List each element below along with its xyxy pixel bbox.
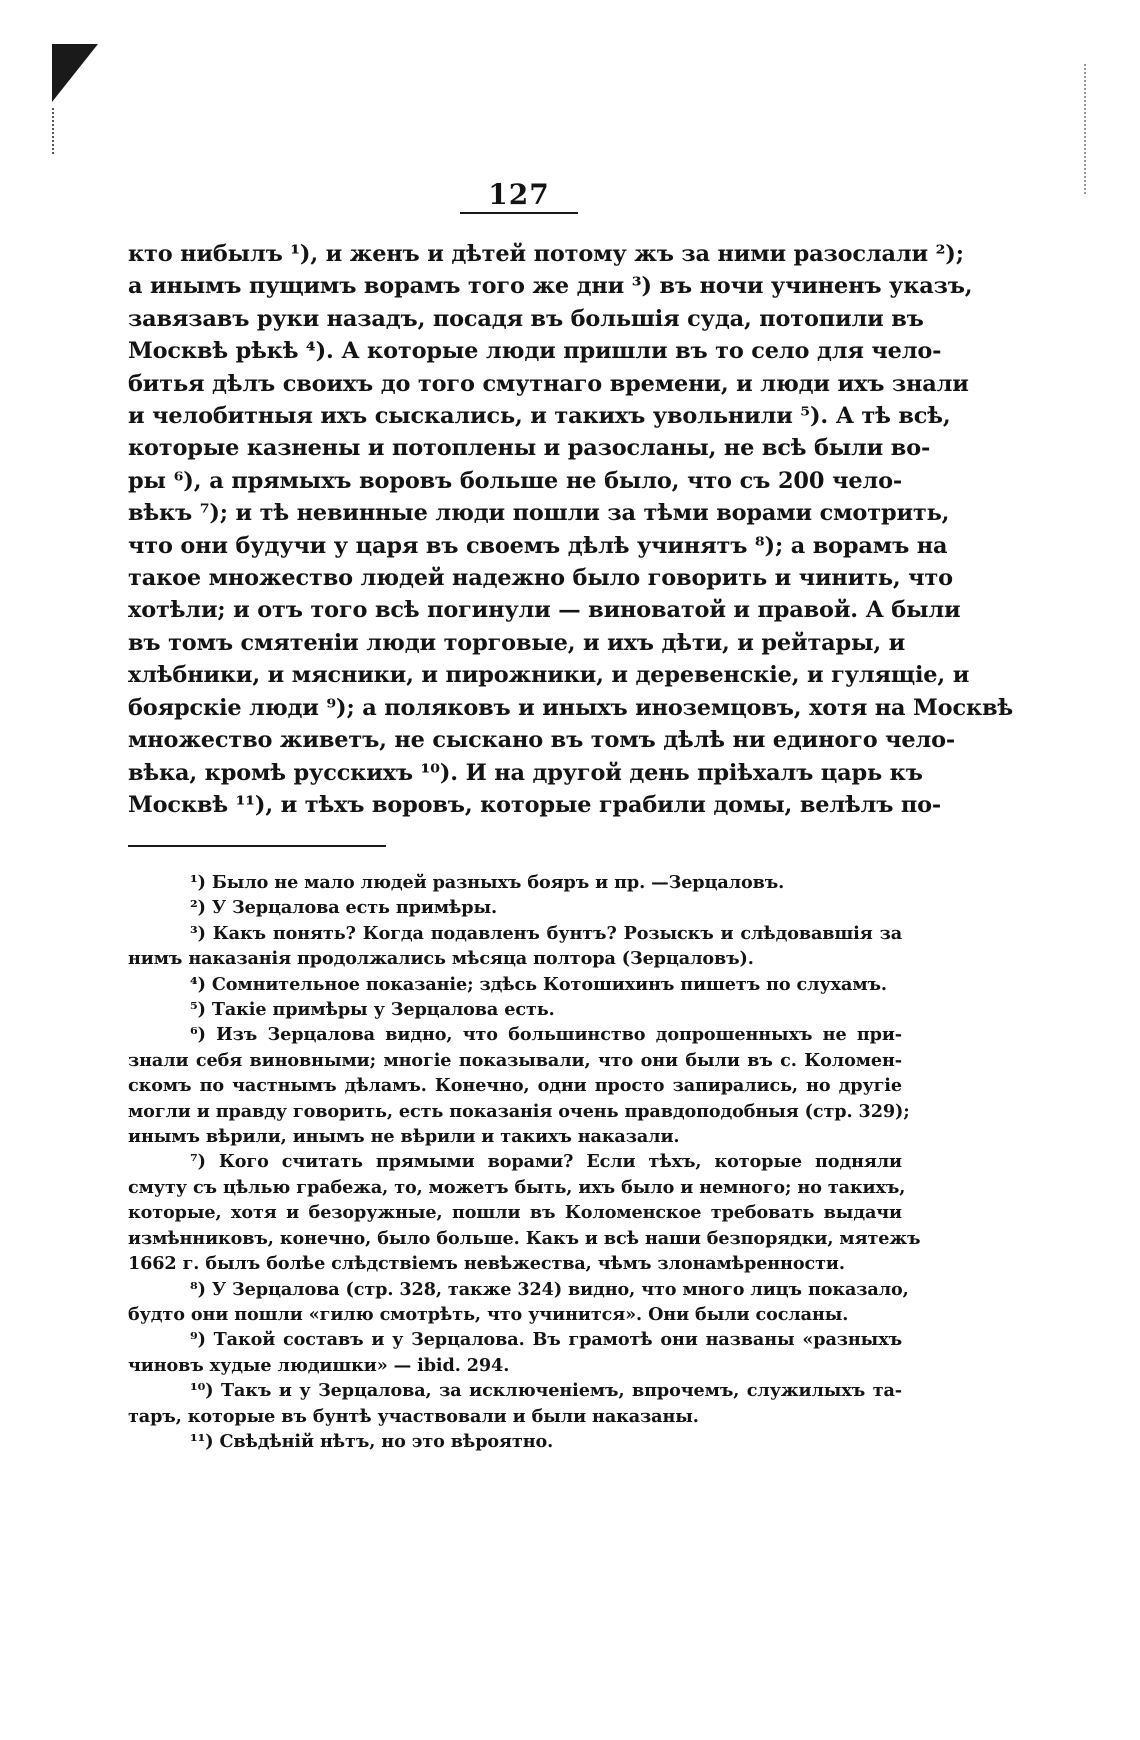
footnote-line: ⁷) Кого считать прямыми ворами? Если тѣхъ, которые подняли: [190, 1151, 902, 1173]
text-line: множество живетъ, не сыскано въ томъ дѣлѣ ни единого чело-: [128, 727, 956, 754]
text-line: Москвѣ рѣкѣ ⁴). А которые люди пришли въ то село для чело-: [128, 338, 942, 365]
footnote-line: смуту съ цѣлью грабежа, то, можетъ быть, ихъ было и немного; но такихъ,: [128, 1176, 906, 1198]
footnote-line: ⁹) Такой составъ и у Зерцалова. Въ грамотѣ они названы «разныхъ: [190, 1329, 902, 1351]
header-rule: [460, 212, 578, 214]
text-line: которые казнены и потоплены и разосланы, не всѣ были во-: [128, 435, 931, 462]
text-line: вѣка, кромѣ русскихъ ¹⁰). И на другой день пріѣхалъ царь къ: [128, 759, 923, 786]
text-line: хлѣбники, и мясники, и пирожники, и деревенскіе, и гулящіе, и: [128, 662, 970, 689]
text-line: кто нибылъ ¹), и женъ и дѣтей потому жъ за ними разослали ²);: [128, 241, 964, 267]
footnote-line: могли и правду говорить, есть показанія очень правдоподобныя (стр. 329);: [128, 1100, 910, 1122]
text-line: такое множество людей надежно было говорить и чинить, что: [128, 565, 953, 592]
page-number: 127: [488, 178, 550, 211]
footnote-line: ⁸) У Зерцалова (стр. 328, также 324) видно, что много лицъ показало,: [190, 1278, 909, 1300]
footnote-line: знали себя виновными; многіе показывали, что они были въ с. Коломен-: [128, 1049, 902, 1071]
footnote-line: ¹¹) Свѣдѣній нѣтъ, но это вѣроятно.: [190, 1430, 554, 1452]
text-line: что они будучи у царя въ своемъ дѣлѣ учинятъ ⁸); а ворамъ на: [128, 532, 948, 559]
footnote-line: инымъ вѣрили, инымъ не вѣрили и такихъ наказали.: [128, 1126, 680, 1148]
footnote-line: ²) У Зерцалова есть примѣры.: [190, 897, 498, 919]
scan-edge-marks: [52, 108, 56, 154]
footnote-line: ¹) Было не мало людей разныхъ бояръ и пр. —Зерцаловъ.: [190, 872, 785, 893]
footnote-line: нимъ наказанія продолжались мѣсяца полтора (Зерцаловъ).: [128, 948, 754, 970]
footnote-line: скомъ по частнымъ дѣламъ. Конечно, одни просто запирались, но другіе: [128, 1075, 902, 1097]
text-line: боярскіе люди ⁹); а поляковъ и иныхъ иноземцовъ, хотя на Москвѣ: [128, 694, 1013, 721]
footnotes: [128, 870, 921, 1454]
text-line: и челобитныя ихъ сыскались, и такихъ увольнили ⁵). А тѣ всѣ,: [128, 403, 951, 430]
text-line: Москвѣ ¹¹), и тѣхъ воровъ, которые грабили домы, велѣлъ по-: [128, 791, 942, 818]
text-line: вѣкъ ⁷); и тѣ невинные люди пошли за тѣми ворами смотрить,: [128, 500, 950, 527]
footnote-line: 1662 г. былъ болѣе слѣдствіемъ невѣжества, чѣмъ злонамѣренности.: [128, 1253, 845, 1275]
main-text: [128, 238, 1013, 821]
scan-corner-mark: [52, 44, 98, 102]
footnote-line: таръ, которые въ бунтѣ участвовали и были наказаны.: [128, 1405, 699, 1427]
text-line: а инымъ пущимъ ворамъ того же дни ³) въ ночи учиненъ указъ,: [128, 273, 973, 300]
text-line: завязавъ руки назадъ, посадя въ большія суда, потопили въ: [128, 305, 924, 332]
footnote-line: ⁶) Изъ Зерцалова видно, что большинство допрошенныхъ не при-: [190, 1024, 902, 1046]
text-line: ры ⁶), а прямыхъ воровъ больше не было, что съ 200 чело-: [128, 467, 902, 494]
footnote-line: будто они пошли «гилю смотрѣть, что учинится». Они были сосланы.: [128, 1303, 849, 1325]
footnote-line: измѣнниковъ, конечно, было больше. Какъ и всѣ наши безпорядки, мятежъ: [128, 1227, 921, 1249]
footnote-separator: [128, 845, 386, 847]
footnote-line: которые, хотя и безоружные, пошли въ Коломенское требовать выдачи: [128, 1202, 902, 1224]
footnote-line: ⁴) Сомнительное показаніе; здѣсь Котошихинъ пишетъ по слухамъ.: [190, 973, 887, 995]
footnote-line: ¹⁰) Такъ и у Зерцалова, за исключеніемъ, впрочемъ, служилыхъ та-: [190, 1380, 902, 1402]
footnote-line: ³) Какъ понять? Когда подавленъ бунтъ? Розыскъ и слѣдовавшія за: [190, 922, 902, 944]
text-line: въ томъ смятеніи люди торговые, и ихъ дѣти, и рейтары, и: [128, 629, 906, 656]
scan-edge-marks-right: [1084, 64, 1088, 194]
text-line: хотѣли; и отъ того всѣ погинули — виноватой и правой. А были: [128, 597, 961, 624]
text-line: битья дѣлъ своихъ до того смутнаго времени, и люди ихъ знали: [128, 370, 969, 397]
footnote-line: ⁵) Такіе примѣры у Зерцалова есть.: [190, 999, 555, 1021]
footnote-line: чиновъ худые людишки» — ibid. 294.: [128, 1354, 510, 1376]
